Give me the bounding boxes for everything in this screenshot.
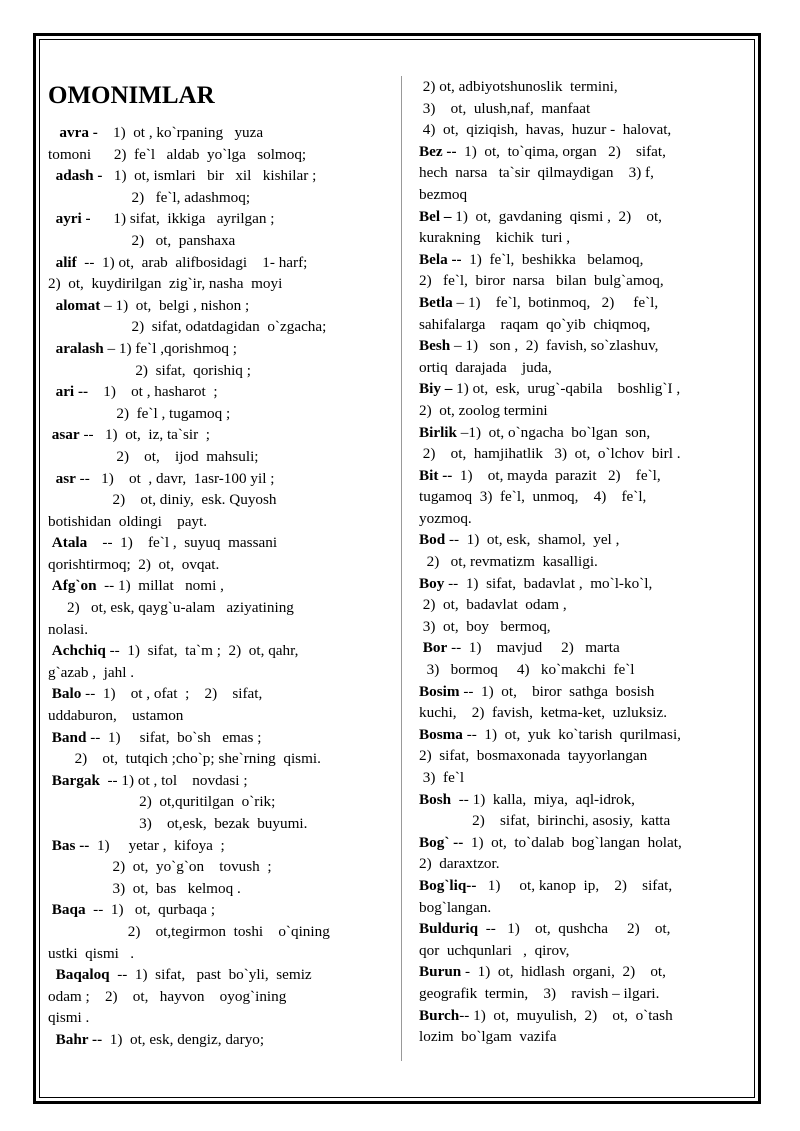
entry-text: 2) ot, ijod mahsuli; <box>48 447 259 465</box>
entry-line <box>419 940 744 962</box>
entry-text: 2) ot, hamjihatlik 3) ot, o`lchov birl . <box>422 445 681 463</box>
entry-line <box>419 897 744 919</box>
entry-text: 2) sifat, qorishiq ; <box>48 361 251 379</box>
entry-text: kuchi, 2) favish, ketma-ket, uzluksiz. <box>419 704 667 722</box>
entry-line <box>48 964 393 986</box>
entry-line <box>48 662 393 684</box>
line-indent <box>48 254 56 271</box>
entry-line <box>419 594 744 616</box>
entry-text: ustki qismi . <box>48 944 135 962</box>
entry-text: uddaburon, ustamon <box>48 707 184 725</box>
entry-line <box>48 1029 393 1051</box>
entry-text: 1) ot , hasharot ; <box>88 383 218 401</box>
entry-line <box>48 856 393 878</box>
entry-line <box>419 681 744 703</box>
entry-term: Betla <box>419 293 453 311</box>
entry-text: -- 1) fe`l , suyuq massani <box>87 534 278 552</box>
entry-line <box>419 249 744 271</box>
entry-line <box>419 637 744 659</box>
entry-term: Bog`liq-- <box>419 876 477 894</box>
entry-line <box>419 961 744 983</box>
line-indent <box>48 124 59 141</box>
entry-term: Bulduriq <box>419 920 479 938</box>
entry-line <box>419 270 744 292</box>
entry-line <box>48 316 393 338</box>
entry-text: -- 1) ot , tol novdasi ; <box>99 771 248 789</box>
entry-term: Bez -- <box>419 142 457 160</box>
entry-term: Bit -- <box>419 466 453 484</box>
entry-line <box>419 875 744 897</box>
line-indent <box>48 383 56 400</box>
entry-text: yozmoq. <box>419 509 472 527</box>
entry-text: 2) ot,tegirmon toshi o`qining <box>48 922 330 940</box>
entry-line <box>419 789 744 811</box>
entry-line <box>419 702 744 724</box>
entry-text: – 1) ot, belgi , nishon ; <box>100 296 250 314</box>
entry-line <box>48 727 393 749</box>
entry-line <box>419 573 744 595</box>
entry-text: -- 1) sifat, ta`m ; 2) ot, qahr, <box>105 642 299 660</box>
entry-text: odam ; 2) ot, hayvon oyog`ining <box>48 987 287 1005</box>
entry-term: Bargak <box>51 771 100 789</box>
entry-term: Bosim <box>419 682 460 700</box>
entry-term: Bog` -- <box>419 833 464 851</box>
entry-text: -- 1) ot, biror sathga bosish <box>459 682 655 700</box>
line-indent <box>48 470 56 487</box>
entry-term: Besh <box>419 337 451 355</box>
entry-text: tugamoq 3) fe`l, unmoq, 4) fe`l, <box>419 488 647 506</box>
entry-text: 2) ot, adbiyotshunoslik termini, <box>422 78 618 95</box>
entry-line <box>419 465 744 487</box>
entry-line <box>48 165 393 187</box>
entry-line <box>48 619 393 641</box>
entry-text: 2) fe`l , tugamoq ; <box>48 404 231 422</box>
entry-text: 2) sifat, bosmaxonada tayyorlangan <box>419 747 648 765</box>
entry-text: 1) ot, mayda parazit 2) fe`l, <box>452 466 661 484</box>
entry-line <box>419 292 744 314</box>
entry-text: 3) bormoq 4) ko`makchi fe`l <box>426 661 635 679</box>
entry-term: Afg`on <box>51 577 97 595</box>
entry-line <box>419 184 744 206</box>
entry-text: 2) ot, esk, qayg`u-alam aziyatining <box>48 599 294 617</box>
entry-line <box>48 511 393 533</box>
entry-text: sahifalarga raqam qo`yib chiqmoq, <box>419 315 651 333</box>
entry-text: -- 1) mavjud 2) marta <box>447 639 620 657</box>
entry-text: -- 1) kalla, miya, aql-idrok, <box>451 790 635 808</box>
entry-text: 3) ot, ulush,naf, manfaat <box>422 99 591 117</box>
entry-term: alomat <box>55 296 101 314</box>
entry-line <box>419 98 744 120</box>
entry-text: 3) fe`l <box>422 769 465 786</box>
entry-term: Baqaloq <box>55 966 110 984</box>
entry-text: 1) ot, kanop ip, 2) sifat, <box>476 876 673 894</box>
right-entry-list <box>419 76 744 1048</box>
entry-line <box>419 659 744 681</box>
entry-term: Boy <box>419 574 445 592</box>
entry-text: – 1) son , 2) favish, so`zlashuv, <box>450 337 659 355</box>
entry-text: 3) ot, boy bermoq, <box>422 617 551 635</box>
entry-line <box>48 208 393 230</box>
entry-text: 3) ot, bas kelmoq . <box>48 879 241 897</box>
entry-line <box>48 640 393 662</box>
entry-line <box>419 486 744 508</box>
entry-line <box>419 227 744 249</box>
entry-text: 2) ot, zoolog termini <box>419 401 548 419</box>
entry-line <box>48 986 393 1008</box>
entry-text: -- 1) ot , davr, 1asr-100 yil ; <box>75 469 275 487</box>
entry-line <box>48 878 393 900</box>
entry-line <box>419 529 744 551</box>
entry-line <box>48 295 393 317</box>
entry-line <box>419 76 744 98</box>
entry-text: 1) fe`l, beshikka belamoq, <box>461 250 644 268</box>
entry-line <box>48 144 393 166</box>
entry-line <box>48 403 393 425</box>
entry-line <box>419 1026 744 1048</box>
entry-term: ayri - <box>55 210 91 228</box>
entry-term: Bod <box>419 531 446 549</box>
line-indent <box>48 340 56 357</box>
line-indent <box>419 661 427 678</box>
left-column <box>48 76 393 1051</box>
entry-text: 1) ot, esk, dengiz, daryo; <box>102 1030 265 1048</box>
entry-line <box>419 853 744 875</box>
entry-line <box>419 422 744 444</box>
entry-term: Bosma <box>419 725 463 743</box>
entry-term: Bas -- <box>51 836 90 854</box>
entry-line <box>48 575 393 597</box>
entry-line <box>48 899 393 921</box>
entry-text: -- 1) ot, qurbaqa ; <box>85 901 216 919</box>
entry-text: –1) ot, o`ngacha bo`lgan son, <box>456 423 651 441</box>
entry-text: qor uchqunlari , qirov, <box>419 941 570 959</box>
entry-line <box>419 119 744 141</box>
entry-text: -- 1) sifat, badavlat , mo`l-ko`l, <box>444 574 653 592</box>
entry-line <box>48 381 393 403</box>
entry-line <box>419 745 744 767</box>
entry-term: asar <box>51 426 80 444</box>
entry-line <box>419 357 744 379</box>
entry-text: 1) ot, to`dalab bog`langan holat, <box>463 833 682 851</box>
entry-line <box>48 122 393 144</box>
entry-text: ortiq darajada juda, <box>419 358 552 376</box>
entry-line <box>419 918 744 940</box>
entry-line <box>48 230 393 252</box>
entry-line <box>48 770 393 792</box>
entry-line <box>48 187 393 209</box>
entry-text: 2) ot, kuydirilgan zig`ir, nasha moyi <box>48 275 283 293</box>
entry-term: aralash <box>55 339 104 357</box>
entry-text: 2) fe`l, adashmoq; <box>48 188 251 206</box>
entry-text: bog`langan. <box>419 898 492 916</box>
entry-text: 2) ot, tutqich ;cho`p; she`rning qismi. <box>48 750 321 768</box>
entry-text: -- 1) ot, esk, shamol, yel , <box>445 531 620 549</box>
entry-line <box>419 378 744 400</box>
entry-term: asr <box>55 469 76 487</box>
entry-text: 3) ot,esk, bezak buyumi. <box>48 815 308 832</box>
entry-text: 1) ot, esk, urug`-qabila boshlig`I , <box>452 380 681 398</box>
entry-line <box>48 683 393 705</box>
entry-text: 2) sifat, odatdagidan o`zgacha; <box>48 318 327 336</box>
entry-line <box>48 252 393 274</box>
entry-text: 2) fe`l, biror narsa bilan bulg`amoq, <box>419 272 664 290</box>
entry-line <box>48 597 393 619</box>
entry-text: -- 1) sifat, bo`sh emas ; <box>86 728 262 746</box>
entry-line <box>419 1005 744 1027</box>
entry-term: Biy – <box>419 380 453 398</box>
entry-text: lozim bo`lgam vazifa <box>419 1028 557 1046</box>
entry-text: 2) ot, diniy, esk. Quyosh <box>48 491 277 509</box>
entry-text: nolasi. <box>48 620 89 638</box>
entry-text: 1) sifat, ikkiga ayrilgan ; <box>90 210 275 228</box>
entry-term: Bosh <box>419 790 452 808</box>
entry-text: -- 1) ot, arab alifbosidagi 1- harf; <box>76 253 308 271</box>
entry-line <box>48 446 393 468</box>
entry-line <box>48 835 393 857</box>
entry-text: 1) ot, to`qima, organ 2) sifat, <box>456 142 666 160</box>
entry-term: ari -- <box>55 383 89 401</box>
entry-text: 1) ot, gavdaning qismi , 2) ot, <box>451 207 662 225</box>
entry-text: tomoni 2) fe`l aldab yo`lga solmoq; <box>48 145 307 163</box>
line-indent <box>48 210 56 227</box>
entry-line <box>48 1007 393 1029</box>
entry-text: - 1) ot, hidlash organi, 2) ot, <box>461 963 666 981</box>
entry-line <box>419 983 744 1005</box>
entry-line <box>48 489 393 511</box>
entry-term: Bel – <box>419 207 452 225</box>
line-indent <box>48 167 56 184</box>
entry-text: qismi . <box>48 1009 90 1027</box>
line-indent <box>48 297 56 314</box>
entry-line <box>48 748 393 770</box>
entry-text: 2) ot, yo`g`on tovush ; <box>48 858 272 876</box>
entry-term: alif <box>55 253 77 271</box>
entry-text: -- 1) ot, muyulish, 2) ot, o`tash <box>459 1006 673 1024</box>
entry-text: 1) yetar , kifoya ; <box>89 836 225 854</box>
line-indent <box>48 1031 56 1048</box>
line-indent <box>48 966 56 983</box>
entry-line <box>419 616 744 638</box>
entry-line <box>48 791 393 813</box>
entry-text: -- 1) ot , ofat ; 2) sifat, <box>81 685 263 703</box>
entry-text: 4) ot, qiziqish, havas, huzur - halovat, <box>422 121 672 139</box>
entry-line <box>48 468 393 490</box>
entry-line <box>419 400 744 422</box>
entry-term: Birlik <box>419 423 457 441</box>
entry-text: 2) sifat, birinchi, asosiy, katta <box>419 812 671 830</box>
entry-text: -- 1) ot, iz, ta`sir ; <box>79 426 210 444</box>
entry-text: – 1) fe`l, botinmoq, 2) fe`l, <box>452 293 659 311</box>
entry-text: 1) ot , ko`rpaning yuza <box>97 124 264 141</box>
entry-term: Burun <box>419 963 462 981</box>
right-column <box>419 76 744 1048</box>
entry-text: -- 1) sifat, past bo`yli, semiz <box>109 966 312 984</box>
entry-text: 2) ot, badavlat odam , <box>422 596 567 614</box>
entry-line <box>419 767 744 789</box>
entry-line <box>419 141 744 163</box>
line-indent <box>419 553 427 570</box>
entry-line <box>419 314 744 336</box>
entry-line <box>419 832 744 854</box>
entry-text: 2) ot, panshaxa <box>48 231 236 249</box>
entry-line <box>419 724 744 746</box>
entry-line <box>419 443 744 465</box>
entry-term: Bahr -- <box>55 1030 103 1048</box>
entry-text: hech narsa ta`sir qilmaydigan 3) f, <box>419 164 654 182</box>
entry-line <box>48 554 393 576</box>
entry-line <box>48 943 393 965</box>
entry-term: Burch <box>419 1006 460 1024</box>
entry-term: Baqa <box>51 901 86 919</box>
entry-line <box>419 551 744 573</box>
entry-text: 1) ot, ismlari bir xil kishilar ; <box>102 167 317 185</box>
entry-term: Band <box>51 728 87 746</box>
entry-term: Balo <box>51 685 82 703</box>
entry-term: Bor <box>422 639 448 657</box>
entry-line <box>48 921 393 943</box>
entry-term: adash - <box>55 167 103 185</box>
entry-text: bezmoq <box>419 185 468 203</box>
entry-text: geografik termin, 3) ravish – ilgari. <box>419 984 660 1002</box>
entry-text: -- 1) ot, qushcha 2) ot, <box>478 920 671 938</box>
entry-line <box>48 338 393 360</box>
entry-term: avra - <box>59 124 98 141</box>
entry-term: Bela -- <box>419 250 462 268</box>
entry-line <box>419 206 744 228</box>
entry-line <box>419 335 744 357</box>
entry-line <box>48 532 393 554</box>
entry-line <box>48 360 393 382</box>
entry-text: botishidan oldingi payt. <box>48 512 208 530</box>
entry-line <box>419 810 744 832</box>
entry-text: kurakning kichik turi , <box>419 229 571 247</box>
entry-line <box>48 705 393 727</box>
entry-line <box>48 813 393 835</box>
entry-text: 2) daraxtzor. <box>419 855 500 873</box>
entry-line <box>419 508 744 530</box>
entry-text: qorishtirmoq; 2) ot, ovqat. <box>48 555 220 573</box>
entry-text: – 1) fe`l ,qorishmoq ; <box>103 339 237 357</box>
entry-line <box>419 162 744 184</box>
column-divider <box>401 76 402 1061</box>
entry-text: -- 1) ot, yuk ko`tarish qurilmasi, <box>462 725 681 743</box>
entry-line <box>48 273 393 295</box>
entry-text: g`azab , jahl . <box>48 663 135 681</box>
entry-term: Achchiq <box>51 642 106 660</box>
page-title: OMONIMLAR <box>48 82 215 109</box>
entry-line <box>48 424 393 446</box>
entry-text: 2) ot,quritilgan o`rik; <box>48 793 276 811</box>
entry-term: Atala <box>51 534 88 552</box>
entry-text: 2) ot, revmatizm kasalligi. <box>426 553 598 571</box>
left-entry-list <box>48 122 393 1051</box>
entry-text: -- 1) millat nomi , <box>96 577 224 595</box>
